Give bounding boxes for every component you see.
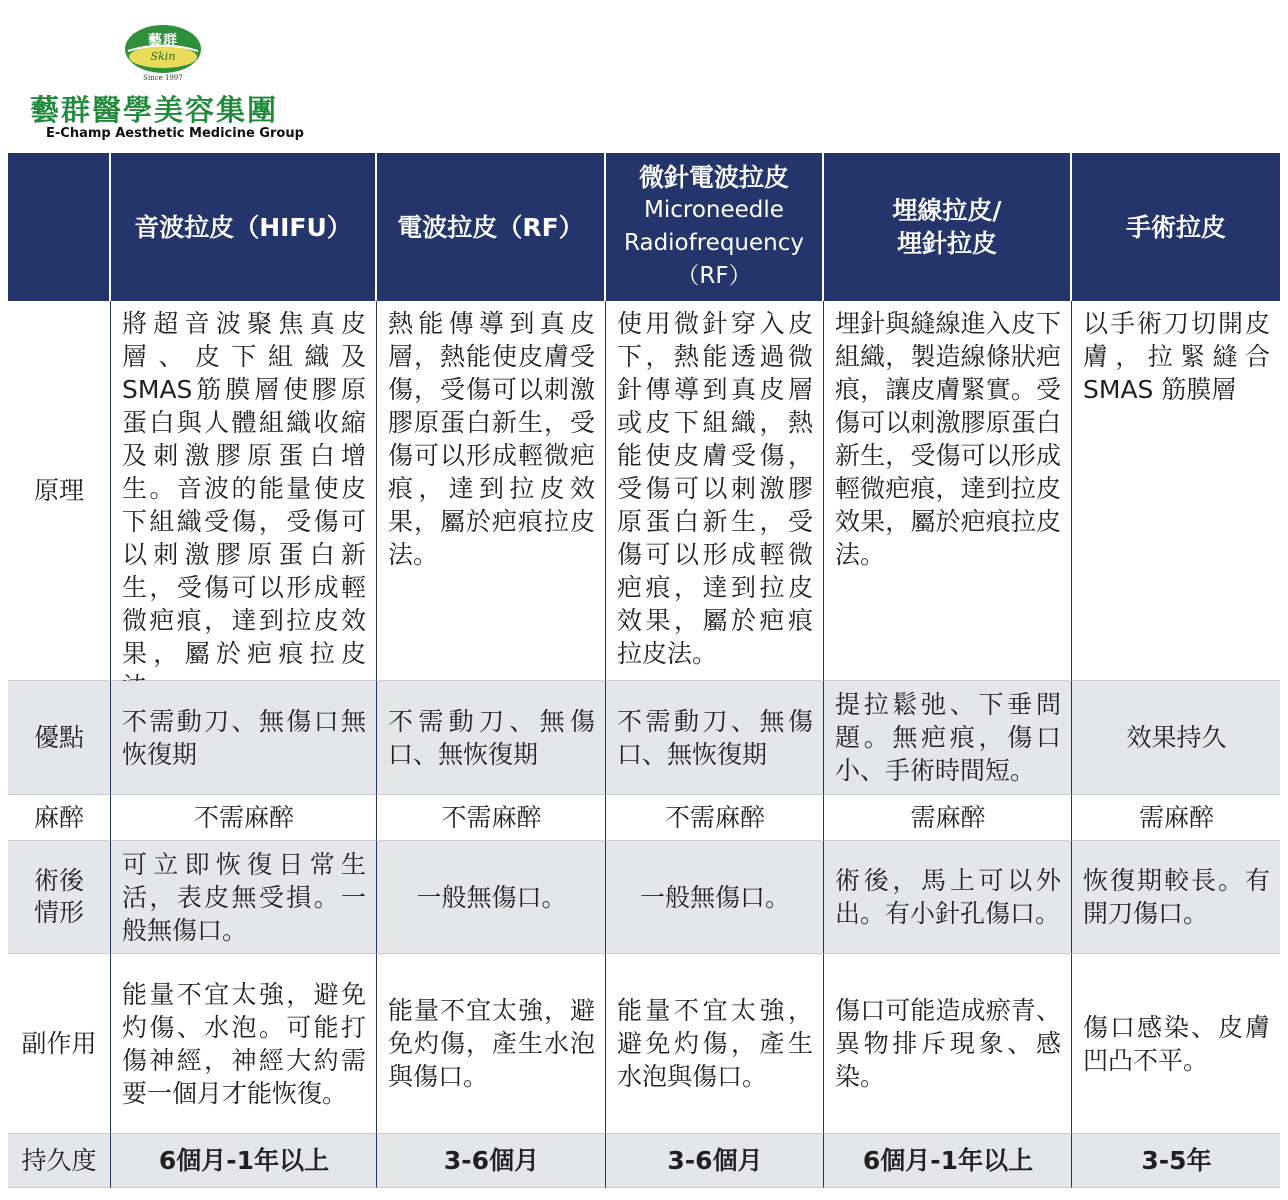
- header-surgery: 手術拉皮: [1072, 153, 1280, 301]
- logo-since: Since 1997: [143, 74, 183, 82]
- anesthesia-surgery: 需麻醉: [1072, 795, 1280, 841]
- anesthesia-mrf: 不需麻醉: [606, 795, 824, 841]
- row-label-principle: 原理: [8, 301, 111, 681]
- duration-rf: 3-6個月: [377, 1134, 606, 1188]
- duration-thread: 6個月-1年以上: [824, 1134, 1072, 1188]
- header-thread-l2: 埋針拉皮: [896, 229, 997, 258]
- recovery-thread: 術後，馬上可以外出。有小針孔傷口。: [824, 841, 1072, 954]
- duration-hifu: 6個月-1年以上: [111, 1134, 377, 1188]
- side-effect-rf: 能量不宜太強，避免灼傷，產生水泡與傷口。: [377, 954, 606, 1134]
- recovery-rf: 一般無傷口。: [377, 841, 606, 954]
- recovery-hifu: 可立即恢復日常生活，表皮無受損。一般無傷口。: [111, 841, 377, 954]
- principle-surgery: 以手術刀切開皮膚，拉緊縫合SMAS 筋膜層: [1072, 301, 1280, 681]
- advantage-thread: 提拉鬆弛、下垂問題。無疤痕，傷口小、手術時間短。: [824, 681, 1072, 795]
- comparison-table: [8, 153, 1280, 1188]
- row-label-side-effect: 副作用: [8, 954, 111, 1134]
- logo-badge: [124, 24, 202, 74]
- header-thread-lift: [824, 153, 1072, 301]
- header-rf: 電波拉皮（RF）: [377, 153, 606, 301]
- logo-name-en: E-Champ Aesthetic Medicine Group: [46, 126, 304, 141]
- header-microneedle-rf: [606, 153, 824, 301]
- header-mrf-en3: （RF）: [676, 263, 752, 289]
- side-effect-hifu: 能量不宜太強，避免灼傷、水泡。可能打傷神經，神經大約需要一個月才能恢復。: [111, 954, 377, 1134]
- company-logo: [0, 0, 320, 150]
- advantage-surgery: 效果持久: [1072, 681, 1280, 795]
- principle-rf: 熱能傳導到真皮層，熱能使皮膚受傷，受傷可以刺激膠原蛋白新生，受傷可以形成輕微疤痕，達到拉皮效果，屬於疤痕拉皮法。: [377, 301, 606, 681]
- anesthesia-rf: 不需麻醉: [377, 795, 606, 841]
- header-mrf-cn: 微針電波拉皮: [638, 163, 789, 192]
- header-mrf-en1: Microneedle: [644, 197, 784, 223]
- side-effect-thread: 傷口可能造成瘀青、異物排斥現象、感染。: [824, 954, 1072, 1134]
- side-effect-surgery: 傷口感染、皮膚凹凸不平。: [1072, 954, 1280, 1134]
- principle-hifu: 將超音波聚焦真皮層、皮下組織及SMAS筋膜層使膠原蛋白與人體組織收縮及刺激膠原蛋白增生。音波的能量使皮下組織受傷，受傷可以刺激膠原蛋白新生，受傷可以形成輕微疤痕，達到拉皮效果，屬於疤痕拉皮: [111, 301, 377, 681]
- row-label-duration: 持久度: [8, 1134, 111, 1188]
- duration-mrf: 3-6個月: [606, 1134, 824, 1188]
- row-label-recovery-text: 術後情形: [33, 866, 84, 927]
- recovery-mrf: 一般無傷口。: [606, 841, 824, 954]
- logo-badge-en: Skin: [150, 50, 176, 63]
- logo-name-cn: 藝群醫學美容集團: [30, 93, 279, 127]
- row-label-anesthesia: 麻醉: [8, 795, 111, 841]
- advantage-mrf: 不需動刀、無傷口、無恢復期: [606, 681, 824, 795]
- anesthesia-hifu: 不需麻醉: [111, 795, 377, 841]
- principle-thread: 埋針與縫線進入皮下組織，製造線條狀疤痕，讓皮膚緊實。受傷可以刺激膠原蛋白新生，受傷可以形成輕微疤痕，達到拉皮效果，屬於疤痕拉皮法。: [824, 301, 1072, 681]
- logo-badge-cn: 藝群: [148, 33, 178, 49]
- row-label-advantage: 優點: [8, 681, 111, 795]
- header-corner: [8, 153, 111, 301]
- row-label-recovery: [8, 841, 111, 954]
- side-effect-mrf: 能量不宜太強，避免灼傷，產生水泡與傷口。: [606, 954, 824, 1134]
- advantage-rf: 不需動刀、無傷口、無恢復期: [377, 681, 606, 795]
- principle-mrf: 使用微針穿入皮下，熱能透過微針傳導到真皮層或皮下組織，熱能使皮膚受傷，受傷可以刺激膠原蛋白新生，受傷可以形成輕微疤痕，達到拉皮效果，屬於疤痕拉皮法。: [606, 301, 824, 681]
- advantage-hifu: 不需動刀、無傷口無恢復期: [111, 681, 377, 795]
- anesthesia-thread: 需麻醉: [824, 795, 1072, 841]
- header-thread-l1: 埋線拉皮/: [892, 196, 1002, 225]
- header-mrf-en2: Radiofrequency: [624, 230, 804, 256]
- recovery-surgery: 恢復期較長。有開刀傷口。: [1072, 841, 1280, 954]
- duration-surgery: 3-5年: [1072, 1134, 1280, 1188]
- header-hifu: 音波拉皮（HIFU）: [111, 153, 377, 301]
